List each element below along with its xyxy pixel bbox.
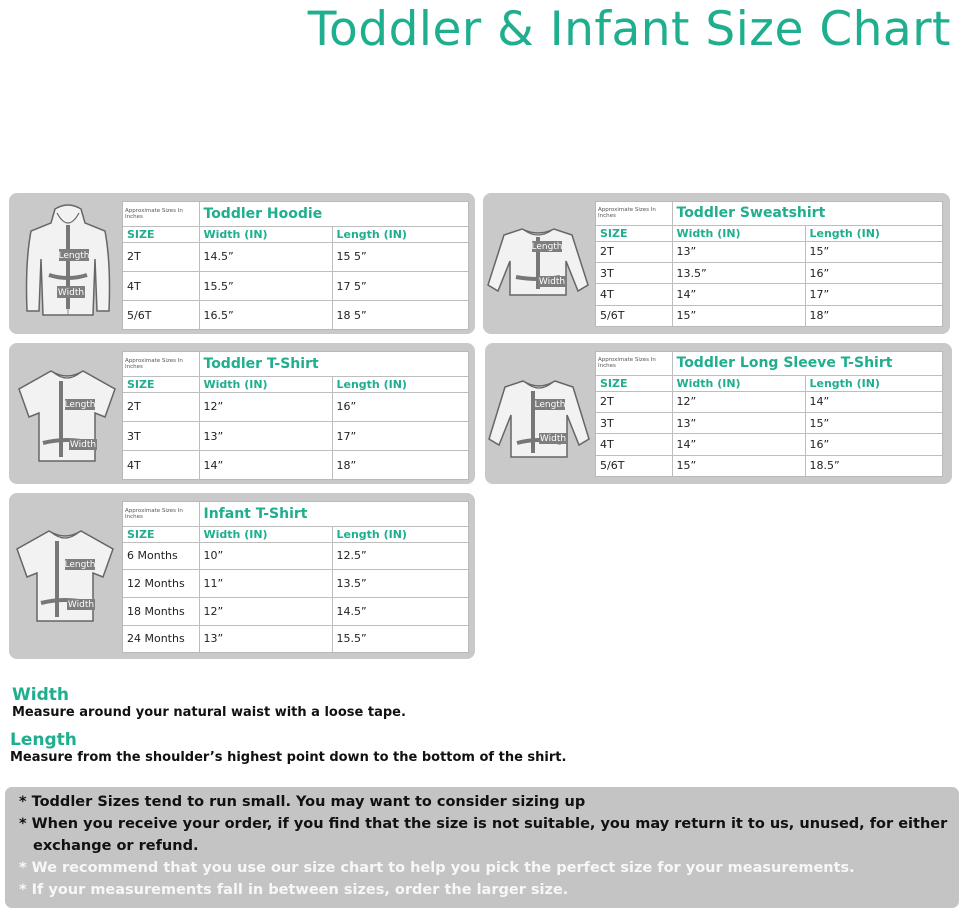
garment-title: Infant T-Shirt bbox=[199, 502, 468, 526]
length-cell: 18” bbox=[336, 458, 357, 472]
width-cell: 15” bbox=[672, 305, 805, 326]
sweatshirt-icon bbox=[486, 225, 590, 300]
col-header-width: Width (IN) bbox=[672, 225, 805, 241]
approx-note: Approximate Sizes In Inches bbox=[596, 352, 672, 375]
col-header-length: Length (IN) bbox=[805, 375, 942, 391]
width-label: Width bbox=[538, 277, 566, 287]
garment-title: Toddler Hoodie bbox=[199, 202, 468, 226]
length-cell: 16” bbox=[332, 392, 468, 421]
size-cell: 3T bbox=[596, 412, 672, 433]
table-row bbox=[123, 451, 468, 479]
size-cell: 18 Months bbox=[123, 597, 199, 625]
size-cell: 2T bbox=[596, 241, 672, 262]
length-label: Length bbox=[534, 400, 566, 410]
size-cell: 5/6T bbox=[123, 301, 199, 329]
length-cell: 15.5” bbox=[336, 632, 367, 646]
notes-panel bbox=[5, 787, 959, 908]
table-row bbox=[123, 271, 468, 300]
table-row bbox=[596, 305, 942, 326]
size-cell: 3T bbox=[123, 421, 199, 450]
width-label: Width bbox=[67, 600, 95, 610]
size-card-infant-tshirt bbox=[9, 493, 475, 659]
size-cell: 6 Months bbox=[123, 542, 199, 570]
width-cell: 12” bbox=[199, 392, 332, 421]
size-card-toddler-long-sleeve-tshirt bbox=[485, 343, 952, 484]
col-header-size: SIZE bbox=[596, 375, 672, 391]
size-cell: 2T bbox=[596, 391, 672, 412]
size-card-toddler-sweatshirt bbox=[483, 193, 950, 334]
width-cell: 12” bbox=[199, 597, 332, 625]
size-card-toddler-hoodie bbox=[9, 193, 475, 334]
length-cell: 15 5” bbox=[332, 242, 468, 271]
table-row bbox=[123, 570, 468, 598]
table-row bbox=[596, 284, 942, 305]
col-header-length: Length (IN) bbox=[332, 526, 468, 542]
col-header-width: Width (IN) bbox=[199, 376, 332, 392]
note-item: * Toddler Sizes tend to run small. You may want to consider sizing up bbox=[19, 794, 586, 810]
infant-tshirt-icon bbox=[13, 527, 117, 625]
table-row bbox=[596, 455, 942, 476]
length-cell: 17” bbox=[332, 421, 468, 450]
size-card-toddler-tshirt bbox=[9, 343, 475, 484]
page-title: Toddler & Infant Size Chart bbox=[307, 2, 951, 57]
length-label: Length bbox=[58, 251, 90, 261]
table-row bbox=[596, 434, 942, 455]
size-cell: 2T bbox=[123, 392, 199, 421]
col-header-width: Width (IN) bbox=[672, 375, 805, 391]
length-cell: 18 5” bbox=[336, 308, 367, 322]
width-cell: 16.5” bbox=[199, 301, 332, 329]
garment-title: Toddler T-Shirt bbox=[199, 352, 468, 376]
col-header-size: SIZE bbox=[123, 376, 199, 392]
width-cell: 14” bbox=[672, 284, 805, 305]
width-cell: 15.5” bbox=[199, 271, 332, 300]
approx-note: Approximate Sizes In Inches bbox=[123, 202, 199, 226]
length-heading: Length bbox=[10, 730, 77, 750]
width-cell: 13” bbox=[672, 241, 805, 262]
length-cell: 16” bbox=[805, 262, 942, 283]
width-description: Measure around your natural waist with a loose tape. bbox=[12, 705, 406, 720]
approx-note: Approximate Sizes In Inches bbox=[596, 202, 672, 225]
width-cell: 15” bbox=[672, 455, 805, 476]
length-label: Length bbox=[64, 560, 96, 570]
length-cell: 18” bbox=[809, 309, 830, 323]
width-cell: 14.5” bbox=[199, 242, 332, 271]
size-table bbox=[122, 351, 469, 480]
width-heading: Width bbox=[12, 685, 69, 705]
size-cell: 4T bbox=[596, 434, 672, 455]
length-instruction bbox=[10, 730, 566, 765]
length-cell: 17 5” bbox=[332, 271, 468, 300]
col-header-length: Length (IN) bbox=[332, 376, 468, 392]
approx-note: Approximate Sizes In Inches bbox=[123, 502, 199, 526]
table-row bbox=[123, 542, 468, 570]
hoodie-icon bbox=[21, 203, 115, 321]
table-row bbox=[123, 421, 468, 450]
width-label: Width bbox=[539, 434, 567, 444]
col-header-length: Length (IN) bbox=[805, 225, 942, 241]
note-item: * If your measurements fall in between sizes, order the larger size. bbox=[19, 882, 569, 898]
size-table bbox=[595, 351, 943, 477]
col-header-length: Length (IN) bbox=[332, 226, 468, 242]
table-row bbox=[596, 241, 942, 262]
table-row bbox=[596, 262, 942, 283]
length-label: Length bbox=[531, 242, 563, 252]
size-cell: 4T bbox=[596, 284, 672, 305]
width-cell: 13” bbox=[199, 625, 332, 652]
size-cell: 2T bbox=[123, 242, 199, 271]
table-row bbox=[123, 597, 468, 625]
size-table bbox=[595, 201, 943, 327]
note-item: * We recommend that you use our size chart to help you pick the perfect size for your measurements. bbox=[19, 860, 855, 876]
width-cell: 12” bbox=[672, 391, 805, 412]
size-cell: 24 Months bbox=[123, 625, 199, 652]
length-cell: 16” bbox=[805, 434, 942, 455]
length-cell: 17” bbox=[805, 284, 942, 305]
length-cell: 12.5” bbox=[332, 542, 468, 570]
length-cell: 13.5” bbox=[332, 570, 468, 598]
size-table bbox=[122, 501, 469, 653]
size-cell: 5/6T bbox=[596, 305, 672, 326]
width-cell: 14” bbox=[199, 451, 332, 479]
table-row bbox=[123, 392, 468, 421]
garment-title: Toddler Sweatshirt bbox=[672, 202, 942, 225]
width-label: Width bbox=[57, 288, 85, 298]
table-row bbox=[123, 625, 468, 652]
width-cell: 11” bbox=[199, 570, 332, 598]
size-cell: 12 Months bbox=[123, 570, 199, 598]
approx-note: Approximate Sizes In Inches bbox=[123, 352, 199, 376]
col-header-size: SIZE bbox=[123, 526, 199, 542]
width-cell: 14” bbox=[672, 434, 805, 455]
note-item: exchange or refund. bbox=[33, 838, 199, 854]
length-cell: 14” bbox=[805, 391, 942, 412]
length-cell: 15” bbox=[805, 241, 942, 262]
width-cell: 13.5” bbox=[672, 262, 805, 283]
length-label: Length bbox=[64, 400, 96, 410]
length-description: Measure from the shoulder’s highest point down to the bottom of the shirt. bbox=[10, 750, 567, 765]
col-header-width: Width (IN) bbox=[199, 226, 332, 242]
size-cell: 3T bbox=[596, 262, 672, 283]
size-cell: 4T bbox=[123, 271, 199, 300]
table-row bbox=[596, 412, 942, 433]
garment-title: Toddler Long Sleeve T-Shirt bbox=[672, 352, 942, 375]
length-cell: 18.5” bbox=[809, 459, 840, 473]
size-table bbox=[122, 201, 469, 330]
tshirt-icon bbox=[15, 367, 119, 465]
size-cell: 4T bbox=[123, 451, 199, 479]
width-instruction bbox=[12, 685, 406, 720]
width-label: Width bbox=[69, 440, 97, 450]
col-header-width: Width (IN) bbox=[199, 526, 332, 542]
length-cell: 14.5” bbox=[332, 597, 468, 625]
long-sleeve-tshirt-icon bbox=[487, 377, 591, 461]
col-header-size: SIZE bbox=[123, 226, 199, 242]
col-header-size: SIZE bbox=[596, 225, 672, 241]
length-cell: 15” bbox=[805, 412, 942, 433]
width-cell: 10” bbox=[199, 542, 332, 570]
size-cell: 5/6T bbox=[596, 455, 672, 476]
table-row bbox=[123, 242, 468, 271]
width-cell: 13” bbox=[672, 412, 805, 433]
note-item: * When you receive your order, if you find that the size is not suitable, you may return it to us, unused, for either bbox=[19, 816, 948, 832]
width-cell: 13” bbox=[199, 421, 332, 450]
table-row bbox=[596, 391, 942, 412]
table-row bbox=[123, 301, 468, 329]
